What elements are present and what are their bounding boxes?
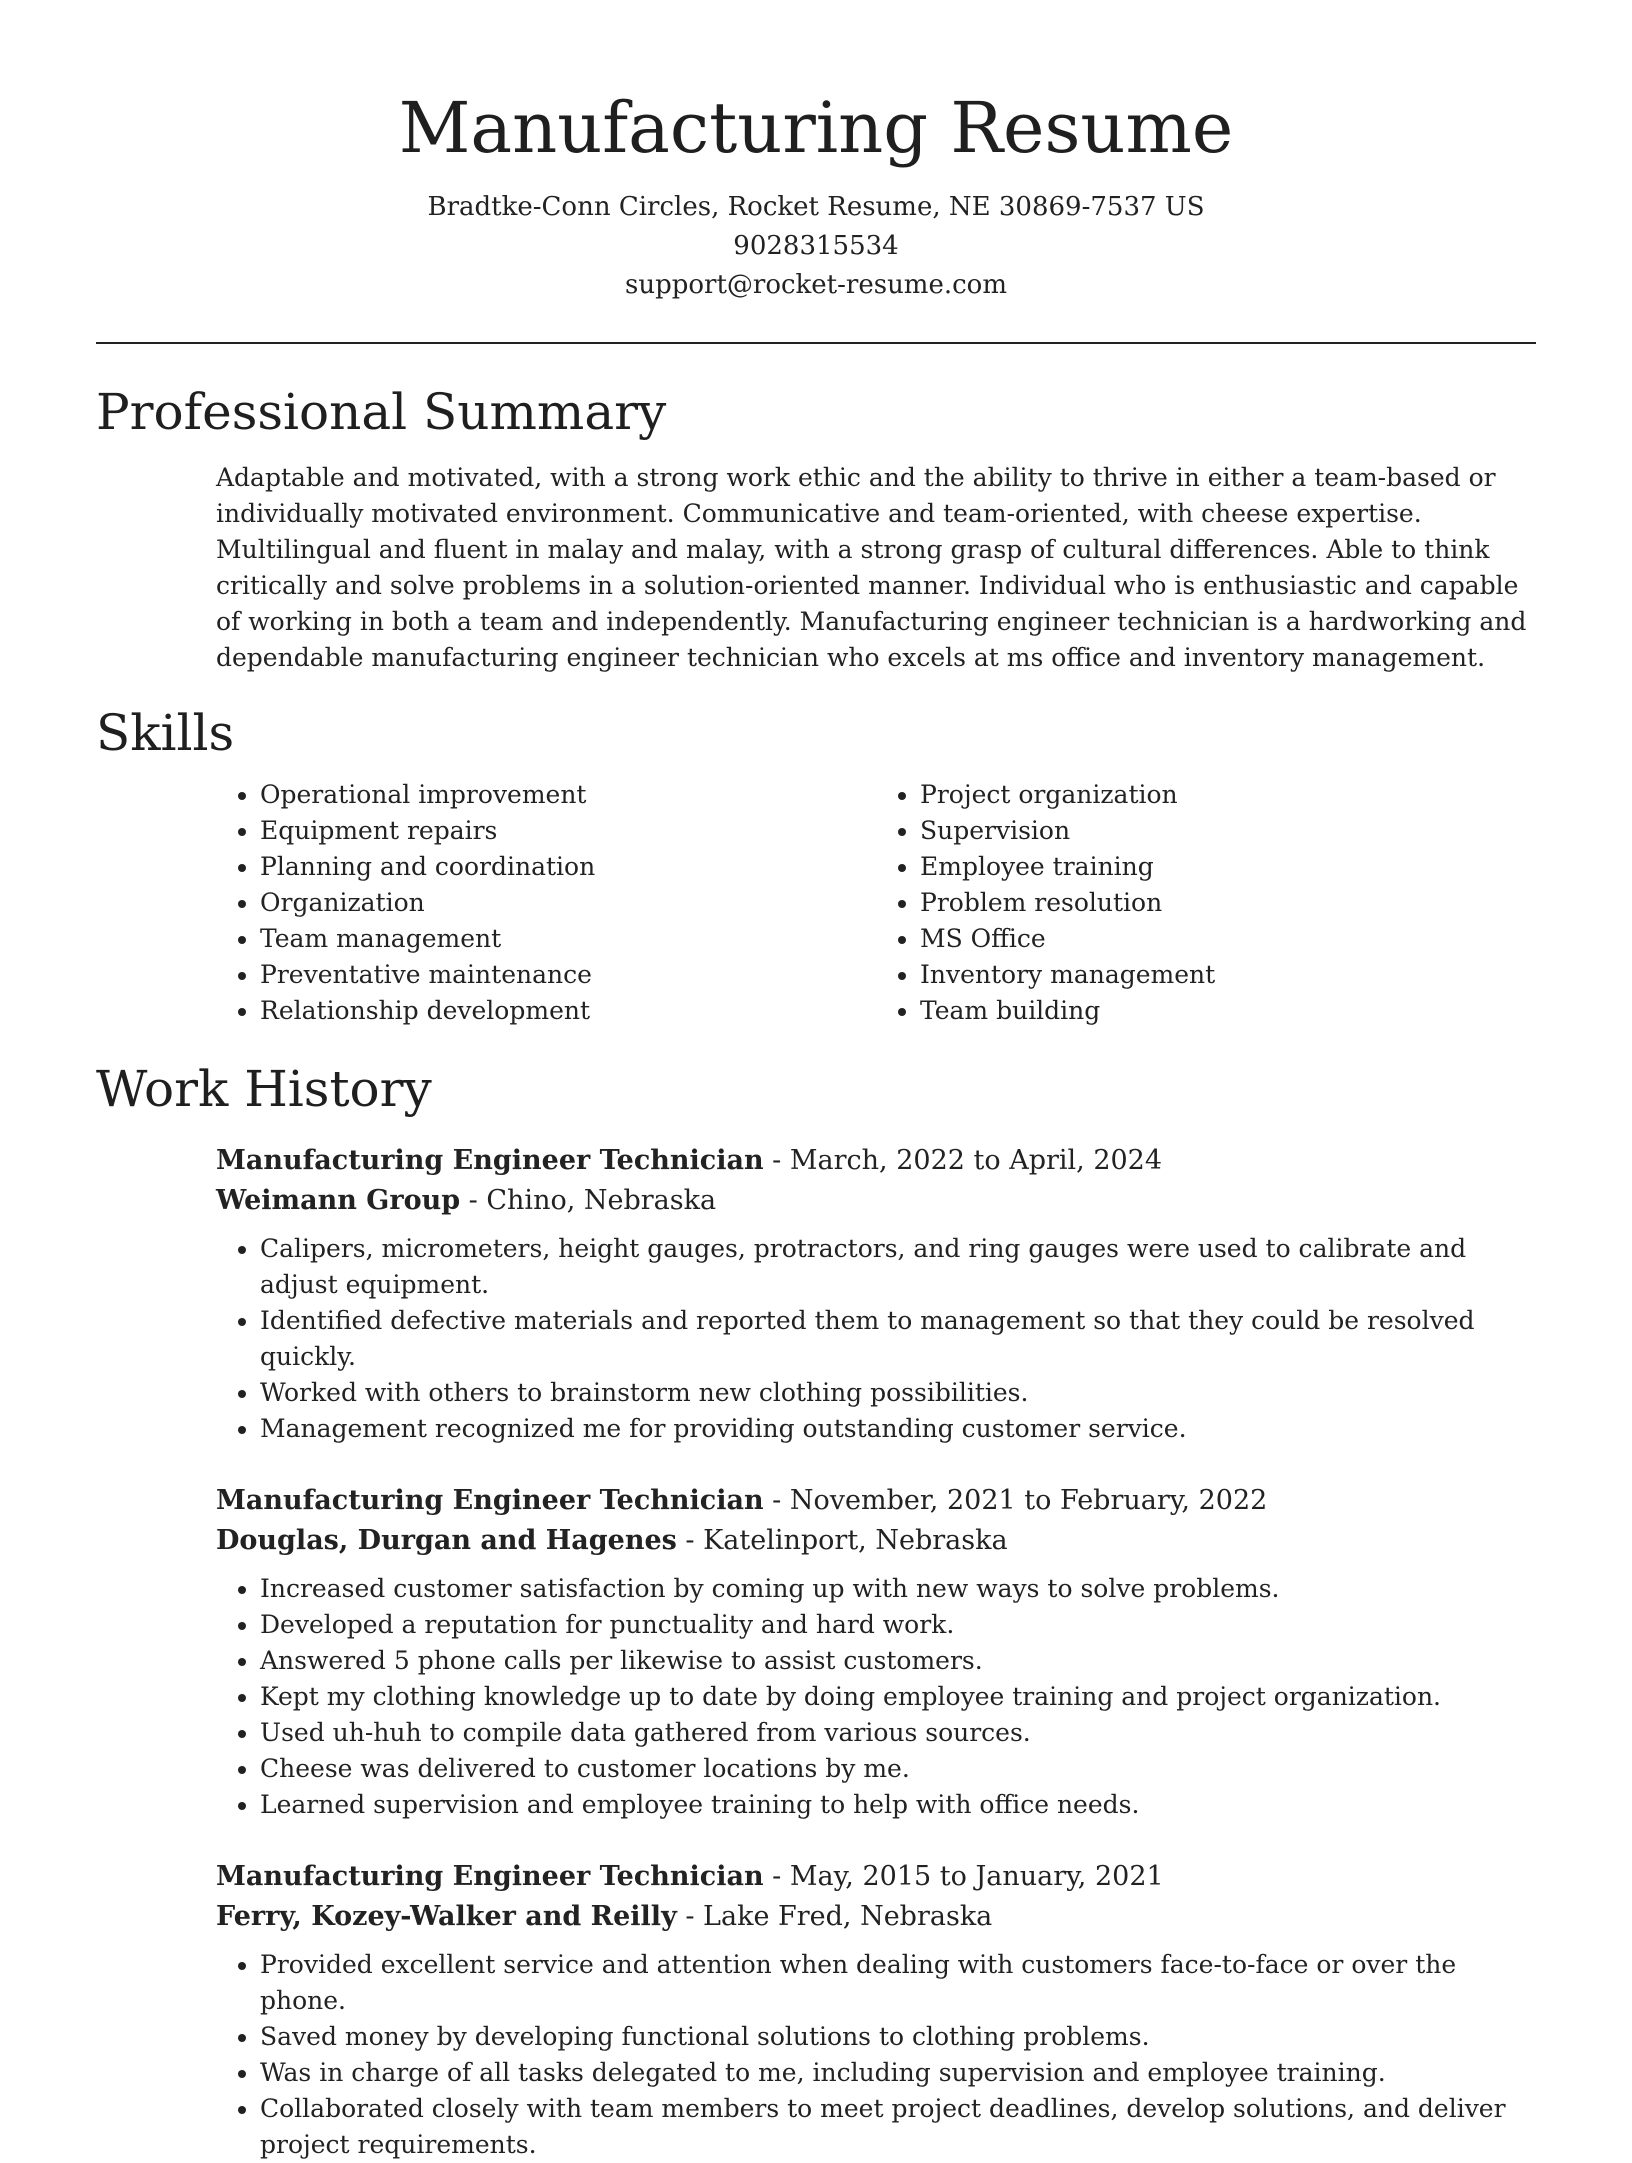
list-item: • MS Office [920, 921, 1536, 957]
list-item: • Worked with others to brainstorm new clothing possibilities. [260, 1375, 1536, 1411]
list-item: • Provided excellent service and attention when dealing with customers face-to-face or over the phone. [260, 1947, 1536, 2019]
list-item: • Inventory management [920, 957, 1536, 993]
list-item: • Calipers, micrometers, height gauges, protractors, and ring gauges were used to calibrate and adjust equipment. [260, 1231, 1536, 1303]
resume-title: Manufacturing Resume [398, 87, 1234, 169]
job-location: - Katelinport, Nebraska [676, 1525, 1008, 1556]
list-item: • Team building [920, 993, 1536, 1029]
list-item: • Saved money by developing functional solutions to clothing problems. [260, 2019, 1536, 2055]
list-item: • Problem resolution [920, 885, 1536, 921]
job-title: Manufacturing Engineer Technician [216, 1145, 764, 1176]
job-location: - Lake Fred, Nebraska [676, 1901, 993, 1932]
job-title: Manufacturing Engineer Technician [216, 1861, 764, 1892]
job-duties [216, 1231, 1536, 1447]
list-item: • Collaborated closely with team members to meet project deadlines, develop solutions, and deliver project requirements. [260, 2091, 1536, 2163]
job-duties [216, 1571, 1536, 1823]
list-item: • Developed a reputation for punctuality and hard work. [260, 1607, 1536, 1643]
list-item: • Learned supervision and employee training to help with office needs. [260, 1787, 1536, 1823]
job-title-line [216, 1141, 1536, 1181]
list-item: • Planning and coordination [260, 849, 876, 885]
job-dates: - November, 2021 to February, 2022 [763, 1485, 1268, 1516]
skills-list-left [216, 777, 876, 1029]
list-item: • Employee training [920, 849, 1536, 885]
list-item: • Increased customer satisfaction by coming up with new ways to solve problems. [260, 1571, 1536, 1607]
work-heading: Work History [96, 1060, 432, 1118]
list-item: • Was in charge of all tasks delegated to me, including supervision and employee training. [260, 2055, 1536, 2091]
job-company: Ferry, Kozey-Walker and Reilly [216, 1901, 677, 1932]
job-company-line [216, 1521, 1536, 1561]
list-item: • Answered 5 phone calls per likewise to assist customers. [260, 1643, 1536, 1679]
list-item: • Team management [260, 921, 876, 957]
skills-heading: Skills [96, 704, 235, 762]
summary-section [96, 382, 1536, 676]
list-item: • Kept my clothing knowledge up to date by doing employee training and project organization. [260, 1679, 1536, 1715]
job-location: - Chino, Nebraska [460, 1185, 717, 1216]
job-company-line [216, 1897, 1536, 1937]
list-item: • Equipment repairs [260, 813, 876, 849]
job-company: Weimann Group [216, 1185, 461, 1216]
list-item: • Supervision [920, 813, 1536, 849]
list-item: • Used uh-huh to compile data gathered from various sources. [260, 1715, 1536, 1751]
list-item: • Cheese was delivered to customer locations by me. [260, 1751, 1536, 1787]
contact-block [0, 188, 1632, 305]
job-company: Douglas, Durgan and Hagenes [216, 1525, 677, 1556]
list-item: • Organization [260, 885, 876, 921]
job-duties [216, 1947, 1536, 2163]
summary-text: Adaptable and motivated, with a strong work ethic and the ability to thrive in either a team-based or individually motivated environment. Communicative and team-oriented, with cheese expertise. Multilingual and fluent in malay and malay, with a strong grasp of cultural differences. Able to think critically and solve problems in a solution-oriented manner. Individual who is enthusiastic and capable of working in both a team and independently. Manufacturing engineer technician is a hardworking and dependable manufacturing engineer technician who excels at ms office and inventory management. [216, 463, 1527, 672]
summary-heading: Professional Summary [96, 383, 667, 441]
job-title-line [216, 1481, 1536, 1521]
work-section [96, 1059, 1536, 2163]
skills-list-right [876, 777, 1536, 1029]
email: support@rocket-resume.com [624, 270, 1007, 300]
list-item: • Preventative maintenance [260, 957, 876, 993]
phone: 9028315534 [733, 231, 899, 261]
job-company-line [216, 1181, 1536, 1221]
list-item: • Relationship development [260, 993, 876, 1029]
job-entry [216, 1857, 1536, 2163]
job-title: Manufacturing Engineer Technician [216, 1485, 764, 1516]
job-dates: - May, 2015 to January, 2021 [763, 1861, 1164, 1892]
list-item: • Management recognized me for providing outstanding customer service. [260, 1411, 1536, 1447]
skills-columns [216, 777, 1536, 1029]
job-dates: - March, 2022 to April, 2024 [763, 1145, 1163, 1176]
list-item: • Operational improvement [260, 777, 876, 813]
skills-section [96, 703, 1536, 1029]
resume-header [0, 0, 1632, 305]
list-item: • Project organization [920, 777, 1536, 813]
job-entry [216, 1481, 1536, 1823]
job-list [96, 1141, 1536, 2163]
list-item: • Identified defective materials and reported them to management so that they could be resolved quickly. [260, 1303, 1536, 1375]
job-title-line [216, 1857, 1536, 1897]
job-entry [216, 1141, 1536, 1447]
header-divider [96, 342, 1536, 344]
address: Bradtke-Conn Circles, Rocket Resume, NE 30869-7537 US [427, 192, 1205, 222]
